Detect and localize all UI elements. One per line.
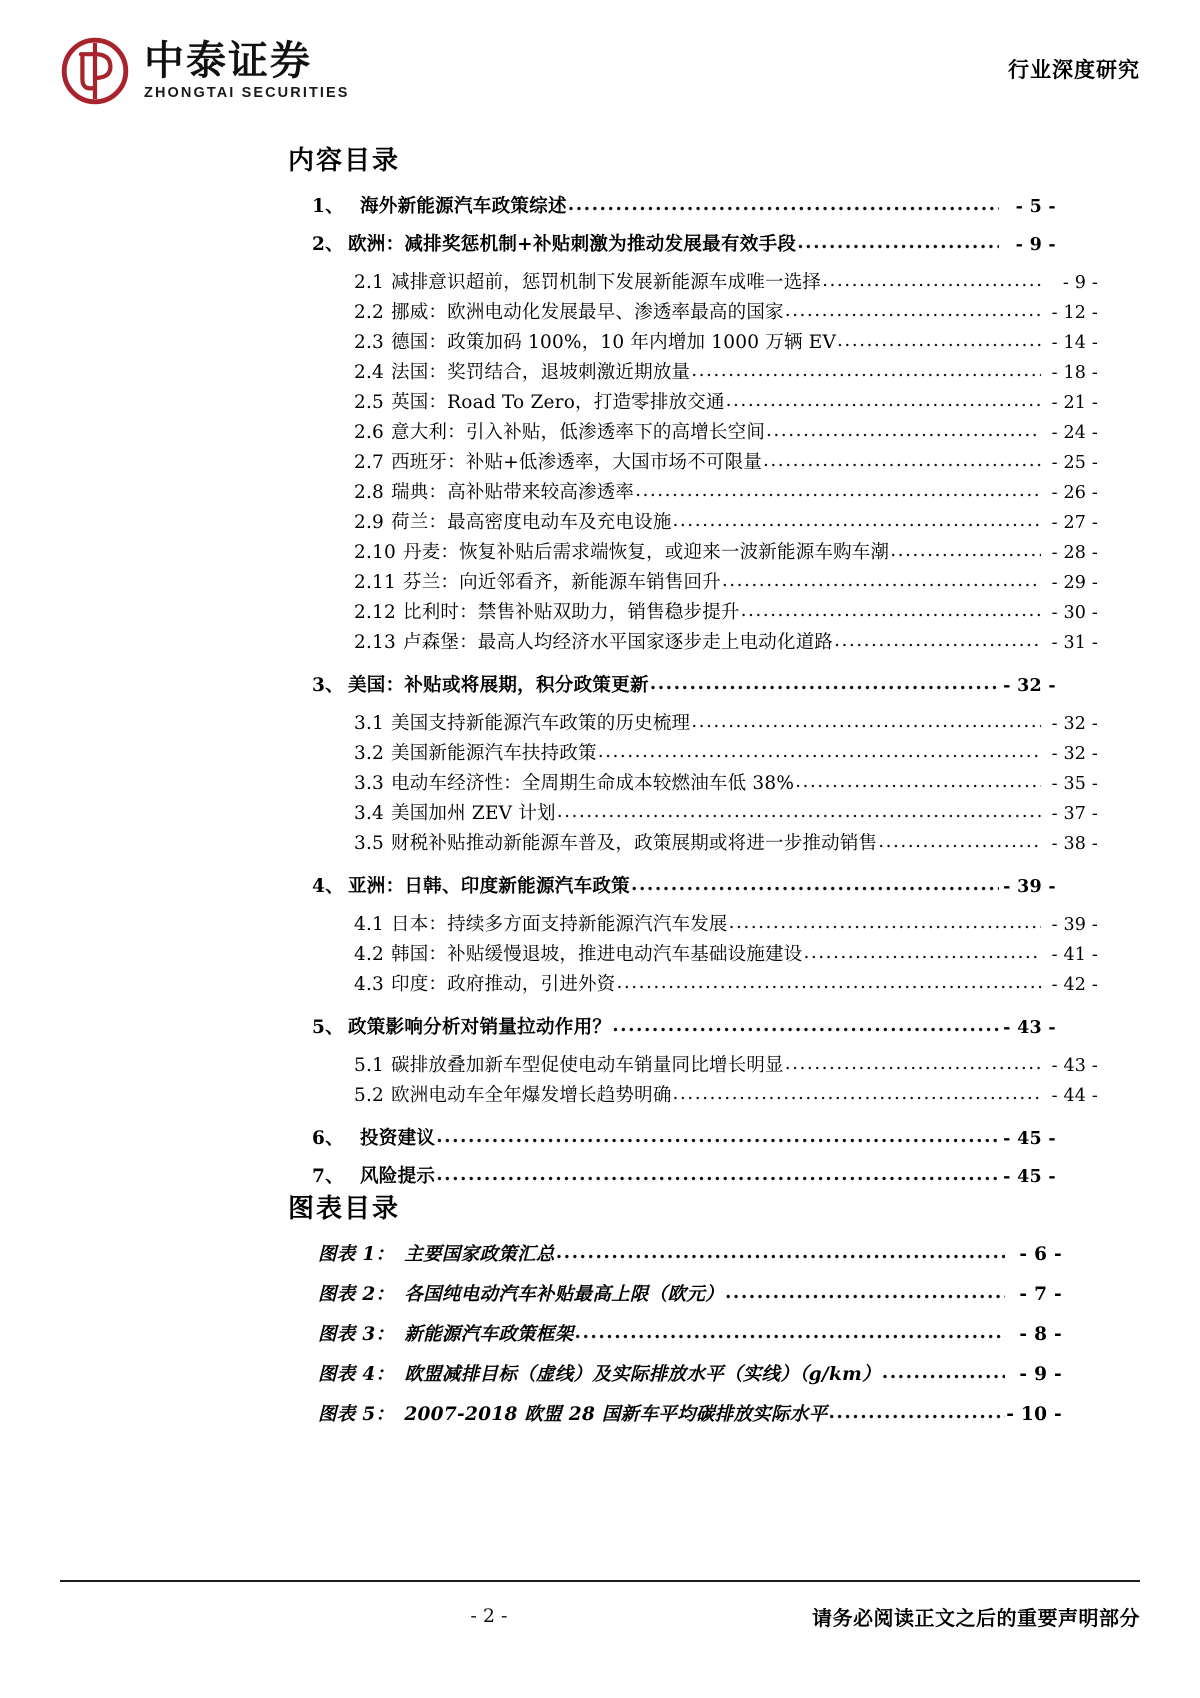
footer-disclaimer: 请务必阅读正文之后的重要声明部分 bbox=[812, 1605, 1140, 1630]
dot-leader bbox=[598, 741, 1041, 762]
table-of-contents bbox=[288, 192, 1098, 1200]
toc-entry-level2-page: - 38 - bbox=[1051, 834, 1098, 854]
dot-leader bbox=[612, 1015, 999, 1036]
figure-entry-page: - 10 - bbox=[1006, 1404, 1062, 1425]
toc-entry-level2-number: 2.11 bbox=[354, 572, 396, 593]
toc-entry-level2[interactable] bbox=[288, 328, 1098, 358]
toc-entry-level2-page: - 25 - bbox=[1051, 453, 1098, 473]
toc-entry-level2[interactable] bbox=[288, 628, 1098, 658]
figure-entry-label: 2007-2018 欧盟 28 国新车平均碳排放实际水平 bbox=[404, 1404, 828, 1425]
toc-entry-level2-number: 3.2 bbox=[354, 743, 385, 764]
dot-leader bbox=[650, 673, 999, 694]
toc-entry-level2-number: 2.7 bbox=[354, 452, 385, 473]
toc-entry-level2-label: 丹麦：恢复补贴后需求端恢复，或迎来一波新能源车购车潮 bbox=[403, 542, 890, 563]
toc-entry-level2-page: - 37 - bbox=[1051, 804, 1098, 824]
dot-leader bbox=[766, 420, 1041, 441]
toc-entry-level2[interactable] bbox=[288, 1081, 1098, 1111]
toc-entry-level2-label: 美国支持新能源汽车政策的历史梳理 bbox=[391, 713, 691, 734]
toc-entry-level2[interactable] bbox=[288, 298, 1098, 328]
toc-entry-level2[interactable] bbox=[288, 478, 1098, 508]
toc-entry-level2-label: 碳排放叠加新车型促使电动车销量同比增长明显 bbox=[391, 1055, 784, 1076]
dot-leader bbox=[834, 630, 1041, 651]
figures-heading: 图表目录 bbox=[288, 1194, 401, 1224]
toc-entry-level2-number: 4.2 bbox=[354, 944, 385, 965]
toc-entry-level1-number: 6、 bbox=[312, 1128, 344, 1149]
figure-entry[interactable] bbox=[288, 1360, 1062, 1400]
toc-entry-level2[interactable] bbox=[288, 829, 1098, 859]
toc-entry-level1-page: - 45 - bbox=[1003, 1129, 1056, 1149]
figure-entry-number: 图表 1： bbox=[318, 1244, 395, 1265]
toc-entry-level2[interactable] bbox=[288, 508, 1098, 538]
toc-heading: 内容目录 bbox=[288, 146, 401, 176]
toc-entry-level2-label: 日本：持续多方面支持新能源汽汽车发展 bbox=[391, 914, 728, 935]
toc-entry-level2-label: 德国：政策加码 100%，10 年内增加 1000 万辆 EV bbox=[391, 332, 837, 353]
page-footer bbox=[60, 1596, 1140, 1636]
dot-leader bbox=[878, 831, 1041, 852]
toc-entry-level1-number: 1、 bbox=[312, 196, 344, 217]
figure-entry-label: 各国纯电动汽车补贴最高上限（欧元） bbox=[404, 1284, 724, 1305]
toc-entry-level2-label: 印度：政府推动，引进外资 bbox=[391, 974, 616, 995]
figure-entry-label: 主要国家政策汇总 bbox=[404, 1244, 555, 1265]
toc-entry-level2-page: - 26 - bbox=[1051, 483, 1098, 503]
toc-entry-level2-label: 美国新能源汽车扶持政策 bbox=[391, 743, 597, 764]
toc-entry-level2-label: 财税补贴推动新能源车普及，政策展期或将进一步推动销售 bbox=[391, 833, 878, 854]
toc-entry-level1-page: - 45 - bbox=[1003, 1167, 1056, 1187]
toc-entry-level2-page: - 32 - bbox=[1051, 744, 1098, 764]
figure-entry-page: - 9 - bbox=[1019, 1364, 1062, 1385]
dot-leader bbox=[803, 942, 1041, 963]
toc-entry-level2-page: - 44 - bbox=[1051, 1086, 1098, 1106]
toc-entry-level1-page: - 9 - bbox=[1015, 235, 1056, 255]
toc-entry-level2[interactable] bbox=[288, 358, 1098, 388]
toc-entry-level1-page: - 39 - bbox=[1003, 877, 1056, 897]
toc-entry-level2[interactable] bbox=[288, 388, 1098, 418]
figure-entry-page: - 8 - bbox=[1019, 1324, 1062, 1345]
brand-wordmark bbox=[144, 38, 350, 102]
toc-entry-level1-page: - 5 - bbox=[1015, 197, 1056, 217]
dot-leader bbox=[795, 771, 1041, 792]
toc-entry-level2-page: - 29 - bbox=[1051, 573, 1098, 593]
toc-entry-level1[interactable] bbox=[288, 1013, 1056, 1051]
toc-entry-level2[interactable] bbox=[288, 418, 1098, 448]
toc-entry-level2-number: 3.3 bbox=[354, 773, 385, 794]
toc-entry-level2-label: 挪威：欧洲电动化发展最早、渗透率最高的国家 bbox=[391, 302, 784, 323]
dot-leader bbox=[673, 1083, 1041, 1104]
dot-leader bbox=[631, 874, 999, 895]
footer-divider bbox=[60, 1580, 1140, 1582]
toc-entry-level2-label: 韩国：补贴缓慢退坡，推进电动汽车基础设施建设 bbox=[391, 944, 803, 965]
dot-leader bbox=[722, 570, 1041, 591]
toc-entry-level1[interactable] bbox=[288, 872, 1056, 910]
toc-entry-level1-label: 风险提示 bbox=[359, 1166, 436, 1187]
toc-entry-level2-number: 3.5 bbox=[354, 833, 385, 854]
toc-entry-level2-page: - 12 - bbox=[1051, 303, 1098, 323]
toc-entry-level2-label: 电动车经济性：全周期生命成本较燃油车低 38% bbox=[391, 773, 795, 794]
page-number: - 2 - bbox=[470, 1605, 508, 1627]
toc-entry-level2-page: - 24 - bbox=[1051, 423, 1098, 443]
figure-entry[interactable] bbox=[288, 1280, 1062, 1320]
figure-entry-label: 新能源汽车政策框架 bbox=[404, 1324, 574, 1345]
toc-entry-level1-number: 4、 bbox=[312, 876, 344, 897]
toc-entry-level2[interactable] bbox=[288, 538, 1098, 568]
toc-entry-level2-number: 4.3 bbox=[354, 974, 385, 995]
brand-logo bbox=[60, 36, 350, 106]
figure-entry[interactable] bbox=[288, 1320, 1062, 1360]
toc-entry-level2-number: 5.1 bbox=[354, 1055, 385, 1076]
toc-entry-level2-label: 瑞典：高补贴带来较高渗透率 bbox=[391, 482, 635, 503]
dot-leader bbox=[635, 480, 1041, 501]
dot-leader bbox=[556, 1242, 1005, 1263]
figure-entry-number: 图表 5： bbox=[318, 1404, 395, 1425]
toc-entry-level2-number: 2.5 bbox=[354, 392, 385, 413]
dot-leader bbox=[882, 1362, 1005, 1383]
toc-entry-level1[interactable] bbox=[288, 671, 1056, 709]
dot-leader bbox=[616, 972, 1041, 993]
toc-entry-level2-number: 2.9 bbox=[354, 512, 385, 533]
dot-leader bbox=[890, 540, 1041, 561]
dot-leader bbox=[673, 510, 1041, 531]
toc-entry-level1-label: 欧洲：减排奖惩机制+补贴刺激为推动发展最有效手段 bbox=[347, 234, 797, 255]
toc-entry-level2-page: - 28 - bbox=[1051, 543, 1098, 563]
figure-entry[interactable] bbox=[288, 1400, 1062, 1440]
toc-entry-level1-number: 7、 bbox=[312, 1166, 344, 1187]
dot-leader bbox=[785, 300, 1041, 321]
dot-leader bbox=[726, 390, 1041, 411]
toc-entry-level2-label: 减排意识超前，惩罚机制下发展新能源车成唯一选择 bbox=[391, 272, 822, 293]
toc-entry-level1-label: 亚洲：日韩、印度新能源汽车政策 bbox=[347, 876, 630, 897]
zhongtai-logo-icon bbox=[60, 36, 130, 106]
toc-entry-level2[interactable] bbox=[288, 910, 1098, 940]
brand-name-en: ZHONGTAI SECURITIES bbox=[144, 85, 350, 102]
page-header bbox=[60, 28, 1140, 114]
figure-entry[interactable] bbox=[288, 1240, 1062, 1280]
dot-leader bbox=[568, 194, 999, 215]
toc-entry-level2-label: 荷兰：最高密度电动车及充电设施 bbox=[391, 512, 672, 533]
dot-leader bbox=[785, 1053, 1041, 1074]
toc-entry-level2[interactable] bbox=[288, 739, 1098, 769]
toc-entry-level2-number: 2.2 bbox=[354, 302, 385, 323]
toc-entry-level2-number: 5.2 bbox=[354, 1085, 385, 1106]
dot-leader bbox=[725, 1282, 1005, 1303]
toc-entry-level2-number: 4.1 bbox=[354, 914, 385, 935]
toc-entry-level2[interactable] bbox=[288, 799, 1098, 829]
toc-entry-level2-page: - 14 - bbox=[1051, 333, 1098, 353]
figure-entry-label: 欧盟减排目标（虚线）及实际排放水平（实线）（g/km） bbox=[404, 1364, 881, 1385]
toc-entry-level2-page: - 39 - bbox=[1051, 915, 1098, 935]
toc-entry-level2-number: 2.10 bbox=[354, 542, 396, 563]
dot-leader bbox=[436, 1164, 999, 1185]
toc-entry-level1[interactable] bbox=[288, 1124, 1056, 1162]
toc-entry-level1-label: 海外新能源汽车政策综述 bbox=[359, 196, 567, 217]
dot-leader bbox=[691, 711, 1041, 732]
toc-entry-level2[interactable] bbox=[288, 268, 1098, 298]
toc-entry-level2-page: - 41 - bbox=[1051, 945, 1098, 965]
toc-entry-level2-page: - 27 - bbox=[1051, 513, 1098, 533]
toc-entry-level2-page: - 30 - bbox=[1051, 603, 1098, 623]
toc-entry-level2-label: 芬兰：向近邻看齐，新能源车销售回升 bbox=[403, 572, 721, 593]
toc-entry-level2-number: 2.13 bbox=[354, 632, 396, 653]
toc-entry-level2-number: 2.4 bbox=[354, 362, 385, 383]
dot-leader bbox=[837, 330, 1041, 351]
toc-entry-level2-label: 比利时：禁售补贴双助力，销售稳步提升 bbox=[403, 602, 740, 623]
toc-entry-level2-number: 2.1 bbox=[354, 272, 385, 293]
toc-entry-level2-page: - 32 - bbox=[1051, 714, 1098, 734]
toc-entry-level1-number: 5、 bbox=[312, 1017, 344, 1038]
document-type-label: 行业深度研究 bbox=[1008, 57, 1140, 82]
dot-leader bbox=[729, 912, 1041, 933]
toc-entry-level2-page: - 43 - bbox=[1051, 1056, 1098, 1076]
figure-entry-number: 图表 4： bbox=[318, 1364, 395, 1385]
dot-leader bbox=[828, 1402, 1005, 1423]
brand-name-cn: 中泰证券 bbox=[144, 38, 312, 85]
toc-entry-level2-page: - 9 - bbox=[1062, 273, 1098, 293]
dot-leader bbox=[763, 450, 1041, 471]
figure-index bbox=[288, 1240, 1062, 1440]
figure-entry-number: 图表 2： bbox=[318, 1284, 395, 1305]
dot-leader bbox=[436, 1126, 999, 1147]
toc-entry-level2[interactable] bbox=[288, 598, 1098, 628]
toc-entry-level2-page: - 42 - bbox=[1051, 975, 1098, 995]
toc-entry-level2-label: 西班牙：补贴+低渗透率，大国市场不可限量 bbox=[391, 452, 763, 473]
toc-entry-level2-number: 3.1 bbox=[354, 713, 385, 734]
toc-entry-level1[interactable] bbox=[288, 192, 1056, 230]
toc-entry-level2[interactable] bbox=[288, 970, 1098, 1000]
dot-leader bbox=[557, 801, 1041, 822]
toc-entry-level2-label: 意大利：引入补贴，低渗透率下的高增长空间 bbox=[391, 422, 766, 443]
toc-entry-level2-number: 2.12 bbox=[354, 602, 396, 623]
toc-entry-level2[interactable] bbox=[288, 568, 1098, 598]
toc-entry-level1-label: 政策影响分析对销量拉动作用？ bbox=[347, 1017, 612, 1038]
dot-leader bbox=[822, 270, 1041, 291]
toc-entry-level1-page: - 32 - bbox=[1003, 676, 1056, 696]
figure-entry-number: 图表 3： bbox=[318, 1324, 395, 1345]
toc-entry-level2-page: - 31 - bbox=[1051, 633, 1098, 653]
toc-entry-level1[interactable] bbox=[288, 1162, 1056, 1200]
toc-entry-level1-page: - 43 - bbox=[1003, 1018, 1056, 1038]
toc-entry-level2[interactable] bbox=[288, 448, 1098, 478]
toc-entry-level2-number: 2.3 bbox=[354, 332, 385, 353]
dot-leader bbox=[575, 1322, 1005, 1343]
dot-leader bbox=[691, 360, 1041, 381]
toc-entry-level2-page: - 18 - bbox=[1051, 363, 1098, 383]
toc-entry-level2-label: 卢森堡：最高人均经济水平国家逐步走上电动化道路 bbox=[403, 632, 834, 653]
toc-entry-level2[interactable] bbox=[288, 769, 1098, 799]
toc-entry-level2-number: 2.6 bbox=[354, 422, 385, 443]
toc-entry-level2-page: - 35 - bbox=[1051, 774, 1098, 794]
toc-entry-level2[interactable] bbox=[288, 709, 1098, 739]
toc-entry-level1-number: 2、 bbox=[312, 234, 344, 255]
toc-entry-level2-number: 2.8 bbox=[354, 482, 385, 503]
toc-entry-level2-label: 美国加州 ZEV 计划 bbox=[391, 803, 556, 824]
toc-entry-level1-label: 美国：补贴或将展期，积分政策更新 bbox=[347, 675, 649, 696]
toc-entry-level2-label: 欧洲电动车全年爆发增长趋势明确 bbox=[391, 1085, 672, 1106]
figure-entry-page: - 7 - bbox=[1019, 1284, 1062, 1305]
toc-entry-level1-label: 投资建议 bbox=[359, 1128, 436, 1149]
toc-entry-level1[interactable] bbox=[288, 230, 1056, 268]
dot-leader bbox=[741, 600, 1041, 621]
figure-entry-page: - 6 - bbox=[1019, 1244, 1062, 1265]
dot-leader bbox=[797, 232, 999, 253]
toc-entry-level2-label: 法国：奖罚结合，退坡刺激近期放量 bbox=[391, 362, 691, 383]
toc-entry-level2[interactable] bbox=[288, 1051, 1098, 1081]
toc-entry-level2-label: 英国：Road To Zero，打造零排放交通 bbox=[391, 392, 725, 413]
toc-entry-level1-number: 3、 bbox=[312, 675, 344, 696]
toc-entry-level2-number: 3.4 bbox=[354, 803, 385, 824]
toc-entry-level2-page: - 21 - bbox=[1051, 393, 1098, 413]
toc-entry-level2[interactable] bbox=[288, 940, 1098, 970]
